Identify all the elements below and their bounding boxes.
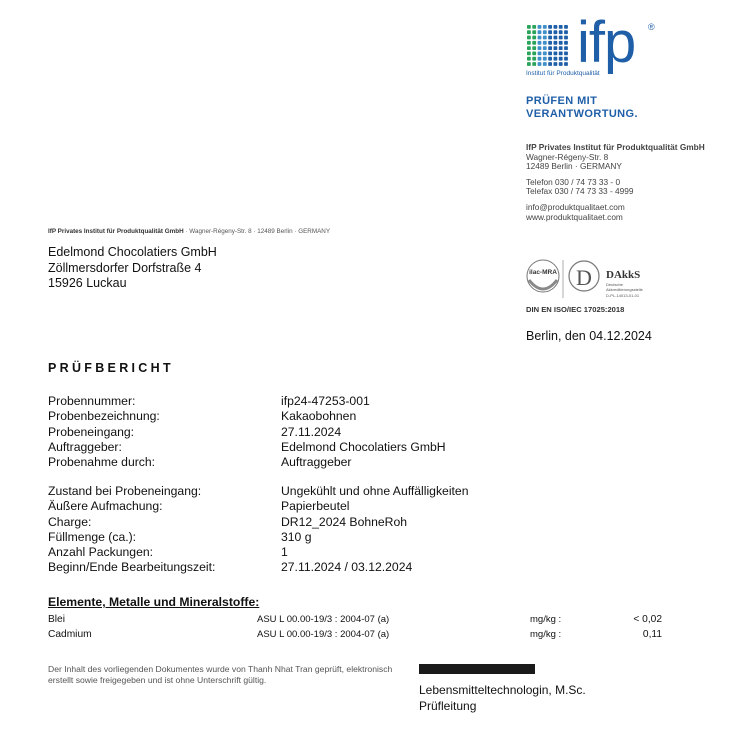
info-label: Beginn/Ende Bearbeitungszeit:: [48, 560, 216, 575]
ilac-text: ilac-MRA: [529, 269, 557, 276]
info-row: [48, 499, 468, 514]
logo-dot: [532, 25, 536, 29]
logo-dot: [532, 62, 536, 66]
logo-dot: [527, 52, 531, 56]
institute-name: IfP Privates Institut für Produktqualität GmbH: [526, 142, 705, 152]
info-label: Äußere Aufmachung:: [48, 499, 163, 514]
logo-dot: [538, 57, 542, 61]
logo-dot: [543, 25, 547, 29]
logo-dot: [532, 46, 536, 50]
info-label: Probennummer:: [48, 394, 136, 408]
ifp-logo-text: ifp: [577, 10, 636, 75]
info-label: Probeneingang:: [48, 424, 135, 439]
logo-dot: [559, 41, 563, 45]
logo-dot: [543, 41, 547, 45]
logo-dot: [554, 52, 558, 56]
info-value: 27.11.2024 / 03.12.2024: [281, 560, 413, 575]
slogan: [526, 95, 638, 121]
logo-dot: [538, 36, 542, 40]
info-value: 1: [281, 545, 288, 560]
logo-dot: [538, 41, 542, 45]
logo-dot: [548, 52, 552, 56]
signature-department: Prüfleitung: [419, 698, 477, 713]
logo-dot: [543, 46, 547, 50]
dakks-text: DAkkS: [606, 269, 641, 281]
slogan-line-2: VERANTWORTUNG.: [526, 108, 638, 120]
logo-dot: [548, 30, 552, 34]
dakks-sub1: Deutsche: [606, 282, 623, 287]
recipient-city: 15926 Luckau: [48, 276, 127, 290]
logo-dot: [554, 62, 558, 66]
info-value: DR12_2024 BohneRoh: [281, 514, 408, 529]
info-value: 27.11.2024: [281, 424, 342, 439]
logo-dot: [548, 62, 552, 66]
sender-address: · Wagner-Régeny-Str. 8 · 12489 Berlin · GERMANY: [183, 228, 331, 235]
logo-dot: [559, 62, 563, 66]
sender-name: IfP Privates Institut für Produktqualität GmbH: [48, 228, 184, 235]
logo-dot: [548, 36, 552, 40]
logo-dot: [527, 57, 531, 61]
logo-dot: [538, 25, 542, 29]
result-value: 0,11: [642, 629, 662, 640]
dakks-logo: [569, 261, 644, 298]
info-label: Füllmenge (ca.):: [48, 529, 137, 544]
logo-subtitle: Institut für Produktqualität: [526, 70, 600, 77]
logo-dot: [564, 62, 568, 66]
signature-block: [419, 683, 586, 714]
info-value: Papierbeutel: [281, 499, 350, 514]
logo-dot: [559, 25, 563, 29]
dakks-id: D-PL-14013-01-01: [606, 293, 640, 298]
logo-dot: [527, 46, 531, 50]
sample-info-list: [48, 394, 446, 470]
institute-address: [526, 143, 705, 222]
logo-dot: [532, 57, 536, 61]
logo-dot: [527, 25, 531, 29]
logo-dot: [554, 57, 558, 61]
result-unit: mg/kg :: [530, 614, 562, 625]
logo-dot: [564, 25, 568, 29]
info-label: Charge:: [48, 514, 92, 529]
institute-email[interactable]: info@produktqualitaet.com: [526, 201, 625, 212]
results-table: [48, 614, 668, 644]
logo-dot: [559, 57, 563, 61]
logo-dot: [564, 46, 568, 50]
institute-city: 12489 Berlin · GERMANY: [526, 161, 622, 172]
logo-dot: [554, 41, 558, 45]
sender-line: [48, 228, 330, 235]
report-date: Berlin, den 04.12.2024: [526, 329, 652, 343]
logo-dot: [532, 52, 536, 56]
info-row: [48, 425, 446, 440]
svg-text:D: D: [576, 265, 592, 290]
info-row: [48, 545, 468, 560]
info-label: Probenahme durch:: [48, 455, 156, 470]
ilac-mra-logo: [527, 260, 559, 292]
institute-fax: Telefax 030 / 74 73 33 - 4999: [526, 186, 634, 197]
logo-dot: [554, 46, 558, 50]
logo-dot: [543, 30, 547, 34]
info-label: Auftraggeber:: [48, 439, 122, 454]
accreditation-standard: DIN EN ISO/IEC 17025:2018: [526, 305, 625, 314]
ifp-logo-dot-grid: [526, 24, 570, 68]
sample-details-list: [48, 484, 468, 576]
logo-dot: [564, 30, 568, 34]
logo-dot: [538, 52, 542, 56]
logo-dot: [559, 30, 563, 34]
logo-dot: [543, 36, 547, 40]
result-method: ASU L 00.00-19/3 : 2004-07 (a): [257, 629, 390, 640]
info-value: Kakaobohnen: [281, 409, 357, 424]
info-value: ifp24-47253-001: [281, 394, 370, 408]
info-row: [48, 409, 446, 424]
result-name: Cadmium: [48, 629, 92, 640]
logo-dot: [548, 57, 552, 61]
logo-dot: [527, 62, 531, 66]
registered-mark: ®: [648, 22, 655, 32]
info-row: [48, 455, 446, 470]
logo-dot: [564, 52, 568, 56]
result-row: [48, 629, 668, 644]
redacted-signature-name: [419, 664, 535, 674]
logo-dot: [532, 30, 536, 34]
result-value: < 0,02: [633, 614, 662, 625]
logo-dot: [559, 52, 563, 56]
result-unit: mg/kg :: [530, 629, 562, 640]
section-title: Elemente, Metalle und Mineralstoffe:: [48, 595, 260, 609]
footer-note: Der Inhalt des vorliegenden Dokumentes wurde von Thanh Nhat Tran geprüft, elektronisch erstellt sowie freigegeben und ist ohne Unterschrift gültig.: [48, 664, 393, 685]
logo-dot: [554, 36, 558, 40]
report-title: PRÜFBERICHT: [48, 361, 174, 375]
logo-dot: [559, 46, 563, 50]
info-row: [48, 394, 446, 409]
signature-role: Lebensmitteltechnologin, M.Sc.: [419, 683, 586, 697]
recipient-company: Edelmond Chocolatiers GmbH: [48, 245, 217, 259]
info-label: Anzahl Packungen:: [48, 545, 154, 560]
logo-dot: [543, 62, 547, 66]
info-row: [48, 515, 468, 530]
logo-dot: [548, 41, 552, 45]
recipient-street: Zöllmersdorfer Dorfstraße 4: [48, 260, 202, 275]
info-row: [48, 530, 468, 545]
info-value: Ungekühlt und ohne Auffälligkeiten: [281, 484, 469, 498]
logo-dot: [548, 46, 552, 50]
info-row: [48, 440, 446, 455]
result-row: [48, 614, 668, 629]
info-row: [48, 484, 468, 499]
info-value: Auftraggeber: [281, 455, 352, 470]
institute-phone: Telefon 030 / 74 73 33 - 0: [526, 176, 621, 187]
result-name: Blei: [48, 614, 65, 625]
logo-dot: [527, 36, 531, 40]
accreditation-seals: [526, 258, 656, 304]
recipient-address: [48, 245, 217, 292]
logo-dot: [548, 25, 552, 29]
logo-dot: [559, 36, 563, 40]
info-value: Edelmond Chocolatiers GmbH: [281, 439, 446, 454]
info-label: Probenbezeichnung:: [48, 409, 160, 424]
logo-dot: [564, 36, 568, 40]
logo-dot: [554, 25, 558, 29]
info-value: 310 g: [281, 529, 312, 544]
logo-dot: [554, 30, 558, 34]
logo-dot: [527, 30, 531, 34]
logo-dot: [538, 62, 542, 66]
logo-dot: [543, 57, 547, 61]
logo-dot: [538, 30, 542, 34]
dakks-sub2: Akkreditierungsstelle: [606, 287, 643, 292]
logo-dot: [532, 36, 536, 40]
info-row: [48, 560, 468, 575]
institute-street: Wagner-Régeny-Str. 8: [526, 151, 609, 162]
logo-dot: [564, 57, 568, 61]
logo-dot: [564, 41, 568, 45]
logo-dot: [538, 46, 542, 50]
result-method: ASU L 00.00-19/3 : 2004-07 (a): [257, 614, 390, 625]
logo-dot: [532, 41, 536, 45]
slogan-line-1: PRÜFEN MIT: [526, 95, 598, 107]
logo-dot: [543, 52, 547, 56]
logo-dot: [527, 41, 531, 45]
info-label: Zustand bei Probeneingang:: [48, 484, 202, 498]
institute-web[interactable]: www.produktqualitaet.com: [526, 211, 623, 222]
